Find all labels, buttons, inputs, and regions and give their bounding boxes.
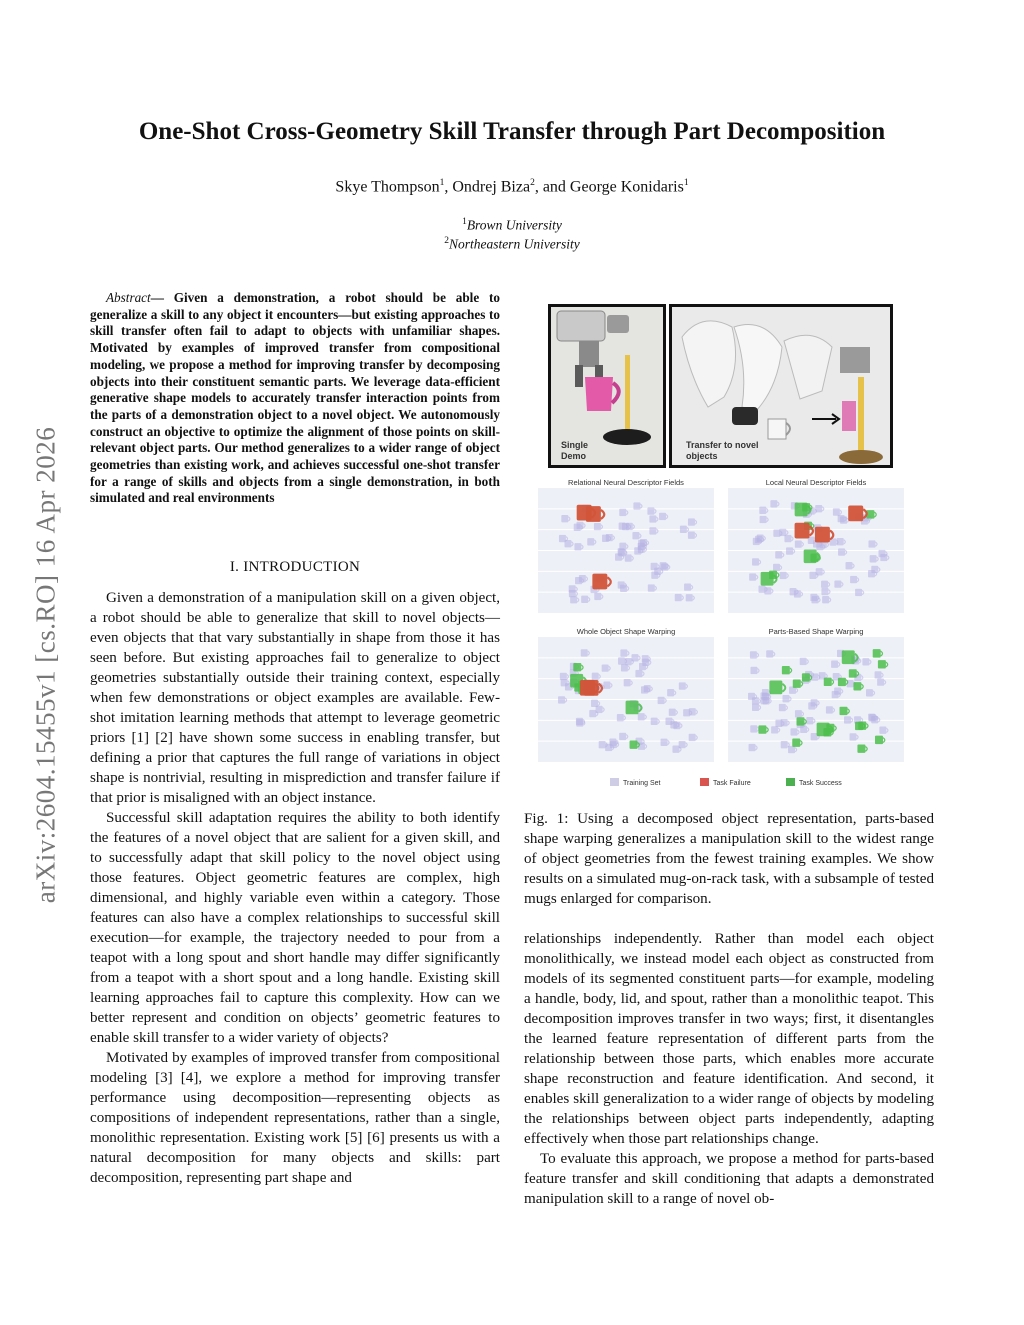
scatter-panel	[538, 488, 714, 613]
paragraph: Successful skill adaptation requires the ability to both identify the features of a novel object that are salient for a given skill, and to successfully adapt that skill policy to the novel object using those features. Object geometric features are complex, high dimensional, and highly variable even within a category. Those features can also have a complex relationships to successful skill execution—for example, the trajectory needed to pour from a teapot with a long spout and short handle may differ significantly from a teapot with a short spout and a long handle. Existing skill learning approaches fail to capture this complexity. How can we better represent and condition on objects’ geometric features to enable skill transfer to a wider variety of objects?	[90, 810, 500, 1046]
affiliation: $^1$Brown University	[462, 217, 562, 233]
paragraph: To evaluate this approach, we propose a method for parts-based feature transfer and skill conditioning that adapts a demonstrated manipulation skill to a range of novel ob-	[524, 1151, 934, 1207]
intro-right-column	[524, 929, 934, 1209]
affiliation-marker: 2	[530, 178, 535, 188]
paragraph: Motivated by examples of improved transfer from compositional modeling [3] [4], we explore a method for improving transfer performance using decomposition—representing objects as compositions of independent representations, rather than a single, monolithic representation. Existing work [5] [6] presents us with a natural decomposition for many objects and skills: part decomposition, representing part shape and	[90, 1050, 500, 1186]
abstract-text: — Given a demonstration, a robot should be able to generalize a skill to any object it encounters—but existing approaches to skill transfer often fail to adapt to objects with unfamiliar shapes. Motivated by examples of improved transfer from compositional modeling, we propose a method for improving transfer by decomposing objects into their constituent semantic parts. We leverage data-efficient generative shape models to accurately transfer interaction points from the parts of a demonstration object to a novel object. We autonomously construct an objective to optimize the alignment of those points on skill-relevant object parts. Our method generalizes to a wider range of object geometries than existing work, and achieves successful one-shot transfer for a range of skills and objects from a single demonstration, in both simulated and real environments	[90, 290, 500, 506]
abstract	[90, 290, 500, 507]
affiliation-marker: 1	[439, 178, 445, 188]
legend-item: Training Set	[610, 778, 660, 787]
paragraph: Given a demonstration of a manipulation skill on a given object, a robot should be able to generalize that skill to novel objects—even objects that that vary substantially in shape from those it has seen before. But existing approaches fail to generalize to object geometries substantially outside their training context, especially when few demonstrations or object examples are available. Few-shot imitation learning methods that attempt to leverage geometric priors [1] [2] have shown some success in enabling transfer, but defining a prior that captures the full range of variations in object shape is nontrivial, resulting in misprediction and transfer failure if that prior is misaligned with an object instance.	[90, 590, 500, 806]
arxiv-identifier: arXiv:2604.15455v1 [cs.RO] 16 Apr 2026	[30, 426, 61, 904]
legend-item: Task Failure	[700, 778, 751, 787]
figure-caption: Fig. 1: Using a decomposed object representation, parts-based shape warping generalizes a manipulation skill to the widest range of object geometries from the fewest training examples. We show results on a simulated mug-on-rack task, with a subsample of tested mugs enlarged for comparison.	[524, 811, 934, 907]
section-heading: I. INTRODUCTION	[229, 559, 361, 575]
single-demo-label: Single Demo	[561, 440, 589, 461]
scatter-panel	[728, 637, 904, 762]
affiliation-marker: 1	[683, 178, 689, 188]
author-list: Skye Thompson$^1$, Ondrej Biza$^2$, and George Konidaris$^1$	[335, 178, 689, 196]
plot-title: Local Neural Descriptor Fields	[765, 478, 867, 487]
paper-title: One-Shot Cross-Geometry Skill Transfer through Part Decomposition	[138, 118, 886, 145]
scatter-plots	[528, 300, 912, 775]
scatter-panel	[538, 637, 714, 762]
transfer-label: Transfer to novel objects	[686, 440, 759, 461]
abstract-label: Abstract	[106, 290, 151, 305]
paragraph: relationships independently. Rather than model each object monolithically, we instead model each object as constructed from models of its segmented constituent parts—for example, modeling a handle, body, lid, and spout, rather than a monolithic teapot. This decomposition improves transfer in two ways; first, it disentangles the learned feature representation of different parts from the relationship between those parts, which enables more accurate shape reconstruction and feature identification. And second, it enables skill generalization to a wider range of objects by modeling the relationships between object parts independently, adapting effectively when those part relationships change.	[524, 931, 934, 1147]
legend-item: Task Success	[786, 778, 842, 787]
plot-title: Parts-Based Shape Warping	[768, 627, 864, 636]
author-name: and George Konidaris	[542, 178, 684, 196]
plot-title: Whole Object Shape Warping	[576, 627, 676, 636]
plot-title: Relational Neural Descriptor Fields	[568, 478, 684, 487]
author-name: Ondrej Biza	[452, 178, 531, 196]
scatter-panel	[728, 488, 904, 613]
author-name: Skye Thompson	[335, 178, 440, 196]
figure-1	[528, 300, 912, 795]
affiliation: $^2$Northeastern University	[444, 236, 580, 252]
intro-left-column	[90, 588, 500, 1188]
